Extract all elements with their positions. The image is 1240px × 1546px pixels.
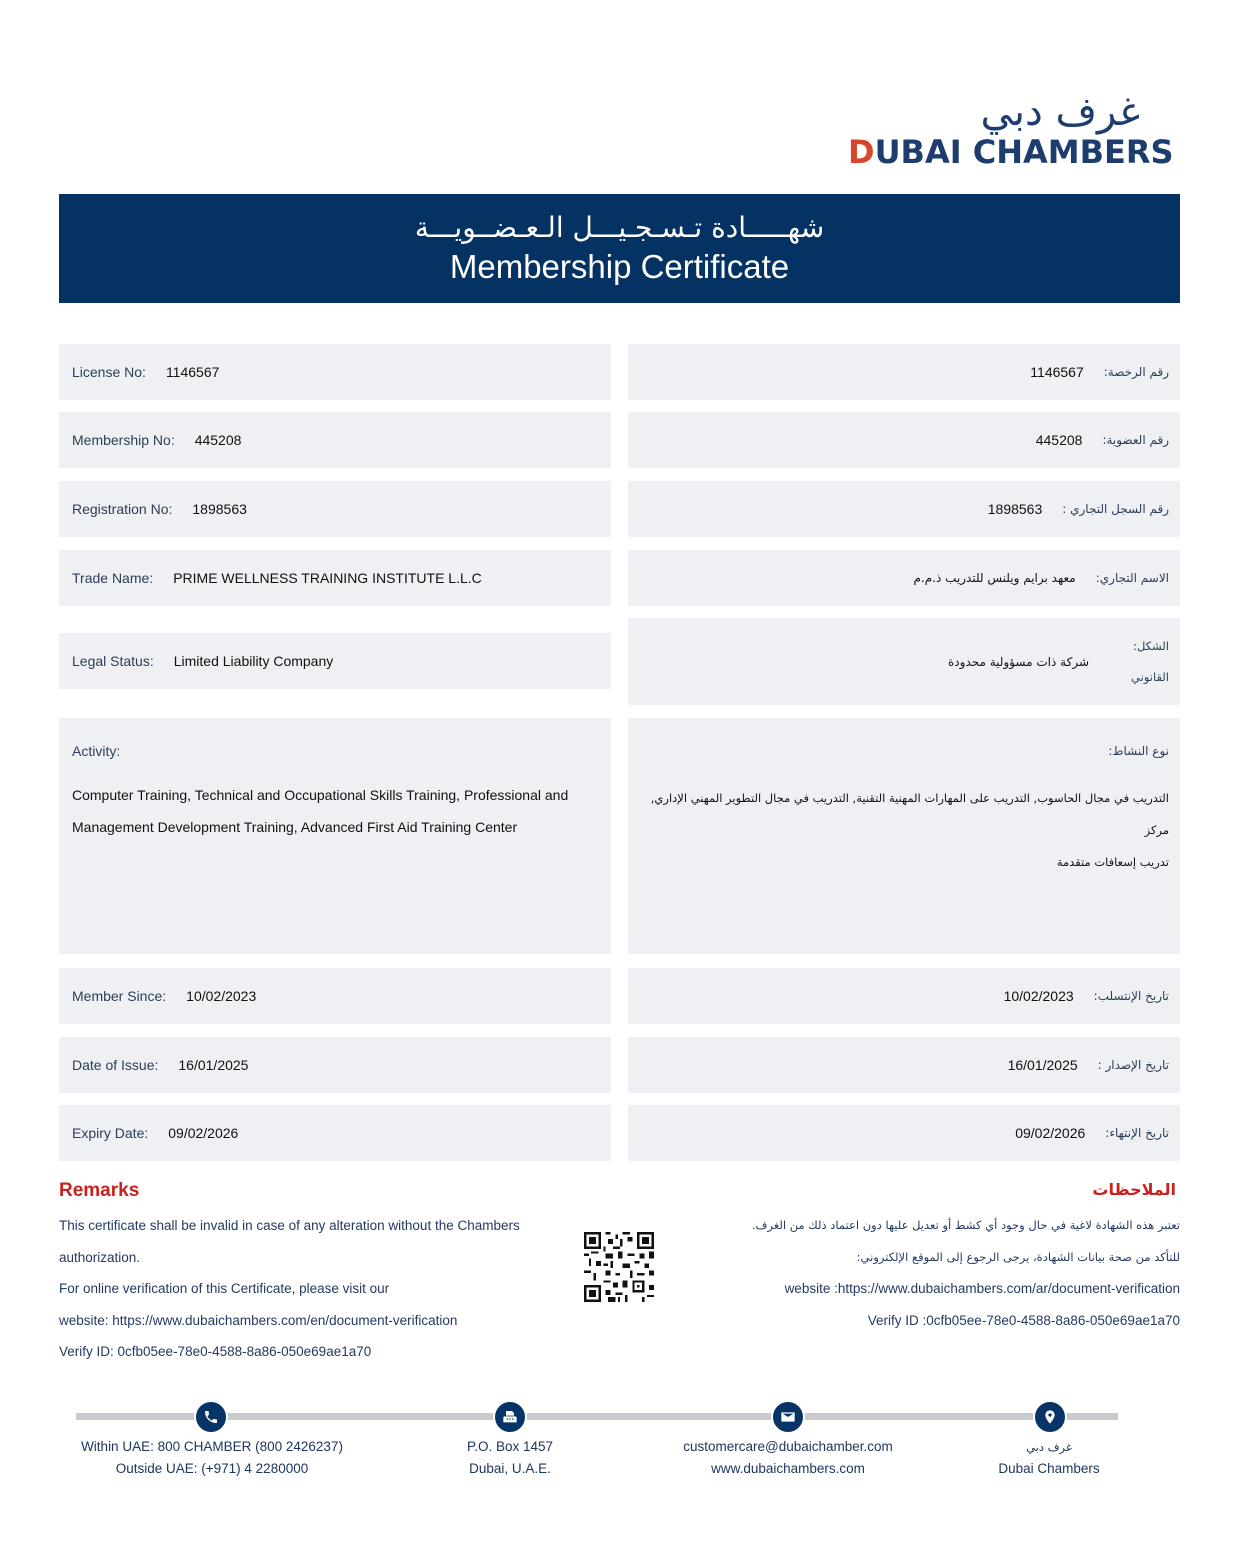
expiry-date-value-ar: 09/02/2026 bbox=[1015, 1125, 1086, 1141]
activity-value-ar-line2: تدريب إسعافات متقدمة bbox=[1056, 855, 1169, 869]
contact-location-arabic: غرف دبي bbox=[1026, 1440, 1072, 1454]
activity-value-ar bbox=[638, 782, 1169, 878]
membership-field-ar bbox=[628, 412, 1180, 468]
membership-value-ar: 445208 bbox=[1035, 432, 1083, 448]
remarks-line-2: authorization. bbox=[59, 1249, 141, 1265]
remarks-arabic bbox=[700, 1210, 1180, 1336]
location-pin-icon[interactable] bbox=[1033, 1400, 1067, 1434]
expiry-date-field-ar bbox=[628, 1105, 1180, 1161]
contact-po-box-line1: P.O. Box 1457 bbox=[466, 1439, 554, 1454]
legal-status-field-en bbox=[59, 633, 611, 689]
activity-value-line1: Computer Training, Technical and Occupational Skills Training, Professional and bbox=[72, 787, 569, 803]
logo-arabic: غرف دبي bbox=[980, 89, 1140, 135]
registration-label: Registration No: bbox=[72, 501, 173, 517]
remarks-title-ar: الملاحظات bbox=[1092, 1180, 1176, 1199]
registration-value-ar: 1898563 bbox=[987, 501, 1043, 517]
activity-label-ar: نوع النشاط: bbox=[1108, 744, 1169, 758]
logo-english bbox=[848, 133, 1174, 171]
license-value-ar: 1146567 bbox=[1030, 364, 1084, 380]
legal-status-value: Limited Liability Company bbox=[173, 653, 334, 669]
legal-status-value-ar: شركة ذات مسؤولية محدودة bbox=[948, 654, 1089, 669]
activity-field-en bbox=[59, 718, 611, 954]
logo-letter-d: D bbox=[848, 133, 875, 171]
contact-phone bbox=[62, 1436, 362, 1480]
activity-value bbox=[72, 779, 611, 843]
trade-name-label: Trade Name: bbox=[72, 570, 154, 586]
date-of-issue-value-ar: 16/01/2025 bbox=[1007, 1057, 1078, 1073]
license-field-ar bbox=[628, 344, 1180, 400]
member-since-value: 10/02/2023 bbox=[186, 988, 257, 1004]
trade-name-value-ar: معهد برايم ويلنس للتدريب ذ.م.م bbox=[913, 571, 1076, 585]
fax-icon[interactable] bbox=[493, 1400, 527, 1434]
title-banner bbox=[59, 194, 1180, 303]
banner-title-arabic: شهـــــادة تـسـجـيـــل الـعـضــويـــة bbox=[414, 211, 825, 244]
remarks-line-3: For online verification of this Certificate, please visit our bbox=[59, 1281, 390, 1296]
license-field-en bbox=[59, 344, 611, 400]
remarks-verification-link[interactable]: website: https://www.dubaichambers.com/en/document-verification bbox=[59, 1312, 458, 1328]
contact-phone-outside[interactable]: Outside UAE: (+971) 4 2280000 bbox=[115, 1461, 309, 1476]
date-of-issue-value: 16/01/2025 bbox=[178, 1057, 249, 1073]
contact-website-link[interactable]: www.dubaichambers.com bbox=[711, 1461, 865, 1476]
contact-phone-within[interactable]: Within UAE: 800 CHAMBER (800 2426237) bbox=[81, 1439, 343, 1454]
member-since-field-en bbox=[59, 968, 611, 1024]
remarks-verify-id: Verify ID: 0cfb05ee-78e0-4588-8a86-050e69ae1a70 bbox=[59, 1344, 372, 1359]
legal-status-field-ar bbox=[628, 618, 1180, 705]
trade-name-field-en bbox=[59, 550, 611, 606]
expiry-date-field-en bbox=[59, 1105, 611, 1161]
trade-name-field-ar bbox=[628, 550, 1180, 606]
license-label: License No: bbox=[72, 364, 146, 380]
date-of-issue-label: Date of Issue: bbox=[72, 1057, 159, 1073]
contact-email-link[interactable]: customercare@dubaichamber.com bbox=[683, 1439, 893, 1454]
membership-label-ar: رقم العضوية: bbox=[1102, 433, 1169, 447]
registration-field-ar bbox=[628, 481, 1180, 537]
registration-label-ar: رقم السجل التجاري : bbox=[1062, 502, 1169, 516]
license-value: 1146567 bbox=[165, 364, 220, 380]
expiry-date-label: Expiry Date: bbox=[72, 1125, 149, 1141]
legal-status-label: Legal Status: bbox=[72, 653, 154, 669]
email-icon[interactable] bbox=[771, 1400, 805, 1434]
date-of-issue-field-en bbox=[59, 1037, 611, 1093]
dubai-chambers-logo bbox=[848, 89, 1174, 171]
remarks-ar-line-1: تعتبر هذه الشهادة لاغية في حال وجود أي كشط أو تعديل عليها دون اعتماد ذلك من الغرف. bbox=[751, 1218, 1180, 1232]
remarks-line-1: This certificate shall be invalid in case of any alteration without the Chambers bbox=[59, 1218, 520, 1233]
activity-value-line2: Management Development Training, Advanced First Aid Training Center bbox=[72, 819, 518, 835]
member-since-value-ar: 10/02/2023 bbox=[1003, 988, 1074, 1004]
member-since-label: Member Since: bbox=[72, 988, 167, 1004]
trade-name-value: PRIME WELLNESS TRAINING INSTITUTE L.L.C bbox=[173, 570, 482, 586]
legal-status-label-ar-line2: القانوني bbox=[1131, 669, 1169, 684]
registration-value: 1898563 bbox=[192, 501, 247, 517]
membership-value: 445208 bbox=[194, 432, 242, 448]
expiry-date-value: 09/02/2026 bbox=[168, 1125, 239, 1141]
qr-code bbox=[584, 1232, 654, 1302]
activity-value-ar-line1: التدريب في مجال الحاسوب, التدريب على المهارات المهنية التقنية, التدريب في مجال التطوير المهني الإداري, مركز bbox=[650, 791, 1169, 837]
member-since-field-ar bbox=[628, 968, 1180, 1024]
legal-status-label-ar-line1: الشكل: bbox=[1133, 638, 1169, 653]
remarks-ar-verification-link[interactable]: website :https://www.dubaichambers.com/ar/document-verification bbox=[784, 1281, 1180, 1296]
activity-field-ar bbox=[628, 718, 1180, 954]
expiry-date-label-ar: تاريخ الإنتهاء: bbox=[1105, 1126, 1169, 1140]
date-of-issue-label-ar: تاريخ الإصدار : bbox=[1097, 1058, 1169, 1072]
legal-status-label-ar bbox=[1109, 631, 1169, 693]
remarks-ar-verify-id: Verify ID :0cfb05ee-78e0-4588-8a86-050e69ae1a70 bbox=[867, 1312, 1180, 1328]
banner-title-english: Membership Certificate bbox=[449, 248, 790, 285]
contact-location-english: Dubai Chambers bbox=[998, 1461, 1100, 1476]
contact-location bbox=[979, 1436, 1119, 1480]
logo-english-rest: UBAI CHAMBERS bbox=[874, 133, 1174, 171]
registration-field-en bbox=[59, 481, 611, 537]
remarks-ar-line-2: للتأكد من صحة بيانات الشهادة، يرجى الرجوع إلى الموقع الإلكتروني: bbox=[856, 1249, 1180, 1264]
contact-bar-line bbox=[76, 1413, 1118, 1420]
contact-po-box-line2: Dubai, U.A.E. bbox=[469, 1461, 551, 1476]
trade-name-label-ar: الاسم التجاري: bbox=[1095, 571, 1169, 585]
contact-po-box bbox=[430, 1436, 590, 1480]
phone-icon[interactable] bbox=[194, 1400, 228, 1434]
license-label-ar: رقم الرخصة: bbox=[1103, 365, 1169, 379]
remarks-english bbox=[59, 1210, 559, 1368]
membership-label: Membership No: bbox=[72, 432, 175, 448]
contact-email-web bbox=[668, 1436, 908, 1480]
date-of-issue-field-ar bbox=[628, 1037, 1180, 1093]
activity-label: Activity: bbox=[72, 743, 121, 759]
remarks-title: Remarks bbox=[59, 1180, 140, 1201]
membership-field-en bbox=[59, 412, 611, 468]
member-since-label-ar: تاريخ الإنتسلب: bbox=[1093, 989, 1169, 1003]
